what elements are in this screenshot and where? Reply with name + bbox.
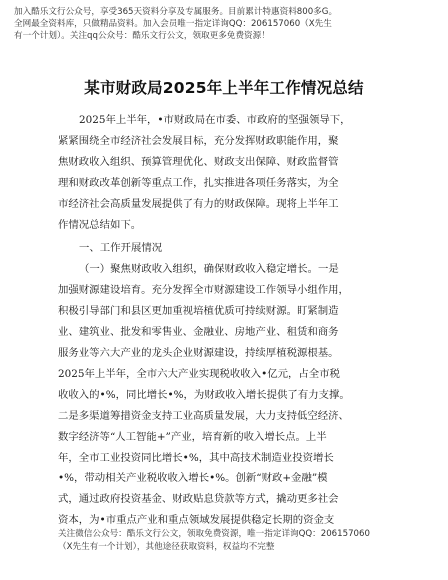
document-title: 某市财政局2025年上半年工作情况总结 [84,79,364,97]
paragraph-line: 焦财政收入组织、预算管理优化、财政支出保障、财政监督管 [58,155,339,168]
paragraph-line: 年，全市工业投资同比增长•%，其中高技术制造业投资增长 [58,451,334,464]
header-line-2: 全网最全资料库，只做精品资料。加入会员唯一指定详询QQ：206157060（X先生 [14,19,332,30]
paragraph-line: 业、建筑业、批发和零售业、金融业、房地产业、租赁和商务 [58,326,339,339]
paragraph-line: 2025年上半年，•市财政局在市委、市政府的坚强领导下， [79,114,351,126]
paragraph-line: 资本，为•市重点产业和重点领域发展提供稳定长期的资金支 [58,514,335,527]
paragraph-line: 2025年上半年，全市六大产业实现税收收入•亿元，占全市税 [58,367,340,380]
paragraph-line: 式，通过政府投资基金、财政贴息贷款等方式，撬动更多社会 [58,493,339,506]
paragraph-line: •%，带动相关产业税收收入增长•%。创新“财政+金融”模 [58,472,328,485]
footer-line-1: 关注微信公众号：酷乐文行公文，领取免费资源，唯一指定详询QQ：206157060 [58,529,370,539]
paragraph-line: 数字经济等“人工智能+”产业，培育新的收入增长点。上半 [58,430,327,443]
page-footer-notice [58,528,418,553]
document-body [58,110,398,531]
paragraph-line: （一）聚焦财政收入组织，确保财政收入稳定增长。一是 [79,263,339,276]
paragraph-line: 作情况总结如下。 [58,218,142,231]
paragraph-line: 紧紧围绕全市经济社会发展目标，充分发挥财政职能作用，聚 [58,134,339,147]
paragraph-line: 理和财政改革创新等重点工作，扎实推进各项任务落实，为全 [58,176,339,189]
paragraph-line: 积极引导部门和县区更加重视培植优质可持续财源。盯紧制造 [58,305,339,318]
footer-line-2: （X先生有一个计划），其他途径获取资料，权益均不完整 [58,541,275,552]
paragraph-line: 市经济社会高质量发展提供了有力的财政保障。现将上半年工 [58,197,339,210]
page-header-notice [14,6,434,43]
paragraph-line: 收收入的•%，同比增长•%，为财政收入增长提供了有力支撑。 [58,388,350,401]
header-line-1: 加入酷乐文行公众号，享受365天资料分享及专属服务。目前累计特惠资料800多G。 [14,7,338,17]
paragraph-line: 加强财源建设培育。充分发挥全市财源建设工作领导小组作用， [58,284,349,297]
paragraph-line: 二是多渠道筹措资金支持工业高质量发展，大力支持低空经济、 [58,409,349,422]
section-heading: 一、工作开展情况 [79,242,163,255]
header-line-3: 有一个计划）。关注qq公众号：酷乐文行公文，领取更多免费资源！ [14,31,270,42]
paragraph-line: 服务业等六大产业的龙头企业财源建设，持续厚植税源根基。 [58,346,339,359]
